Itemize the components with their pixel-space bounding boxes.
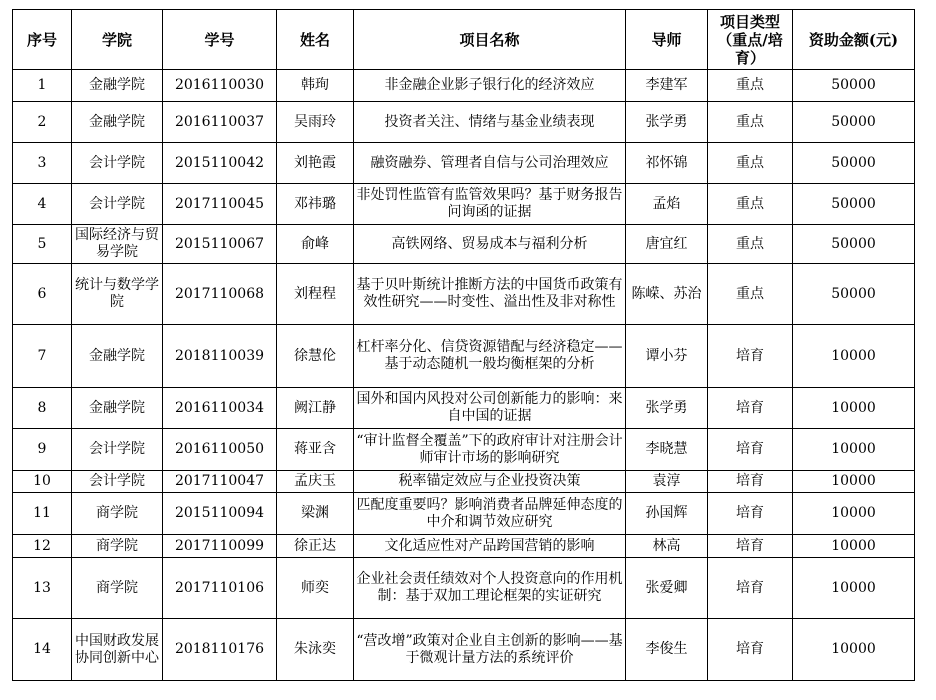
table-row [13,264,915,325]
table-row [13,493,915,535]
cell-amount: 10000 [793,619,915,681]
cell-no: 11 [13,493,72,535]
table-row [13,619,915,681]
cell-no: 7 [13,325,72,388]
cell-project-type: 培育 [708,619,793,681]
cell-student-name: 韩珣 [277,70,354,102]
cell-college: 国际经济与贸易学院 [72,225,163,264]
cell-project: “营改增”政策对企业自主创新的影响——基于微观计量方法的系统评价 [354,619,626,681]
cell-college: 中国财政发展协同创新中心 [72,619,163,681]
cell-project-type: 重点 [708,184,793,225]
table-row [13,535,915,558]
cell-college: 会计学院 [72,471,163,493]
cell-project: 企业社会责任绩效对个人投资意向的作用机制：基于双加工理论框架的实证研究 [354,558,626,619]
table-row [13,143,915,184]
cell-project: 税率锚定效应与企业投资决策 [354,471,626,493]
header-cell-amount: 资助金额(元) [793,10,915,70]
table-row [13,325,915,388]
cell-amount: 10000 [793,471,915,493]
cell-amount: 50000 [793,184,915,225]
cell-amount: 50000 [793,70,915,102]
cell-advisor: 李晓慧 [626,429,708,471]
cell-college: 统计与数学学院 [72,264,163,325]
cell-amount: 50000 [793,225,915,264]
cell-no: 5 [13,225,72,264]
cell-project: “审计监督全覆盖”下的政府审计对注册会计师审计市场的影响研究 [354,429,626,471]
header-cell-no: 序号 [13,10,72,70]
cell-student-name: 邓祎璐 [277,184,354,225]
cell-student-id: 2016110037 [163,102,277,143]
table-row [13,184,915,225]
cell-college: 金融学院 [72,325,163,388]
table-row [13,471,915,493]
cell-advisor: 祁怀锦 [626,143,708,184]
header-cell-name: 姓名 [277,10,354,70]
funding-table [12,9,915,681]
cell-college: 金融学院 [72,102,163,143]
header-cell-type: 项目类型（重点/培育） [708,10,793,70]
cell-student-id: 2015110042 [163,143,277,184]
cell-advisor: 林高 [626,535,708,558]
cell-project-type: 重点 [708,143,793,184]
cell-student-name: 师奕 [277,558,354,619]
cell-project-type: 重点 [708,264,793,325]
cell-advisor: 张学勇 [626,102,708,143]
cell-project-type: 培育 [708,429,793,471]
cell-advisor: 李俊生 [626,619,708,681]
cell-advisor: 孙国辉 [626,493,708,535]
cell-student-name: 梁渊 [277,493,354,535]
cell-no: 9 [13,429,72,471]
cell-project: 文化适应性对产品跨国营销的影响 [354,535,626,558]
cell-college: 会计学院 [72,184,163,225]
table-row [13,558,915,619]
cell-project-type: 重点 [708,70,793,102]
cell-advisor: 李建军 [626,70,708,102]
cell-project-type: 重点 [708,225,793,264]
cell-student-name: 朱泳奕 [277,619,354,681]
cell-student-id: 2016110030 [163,70,277,102]
cell-student-name: 刘程程 [277,264,354,325]
cell-college: 商学院 [72,558,163,619]
cell-project-type: 培育 [708,325,793,388]
cell-student-name: 刘艳霞 [277,143,354,184]
cell-no: 12 [13,535,72,558]
cell-project: 融资融券、管理者自信与公司治理效应 [354,143,626,184]
cell-project: 非金融企业影子银行化的经济效应 [354,70,626,102]
cell-student-id: 2016110050 [163,429,277,471]
cell-advisor: 张爱卿 [626,558,708,619]
cell-no: 6 [13,264,72,325]
cell-project-type: 培育 [708,493,793,535]
header-row [13,10,915,70]
cell-project-type: 培育 [708,471,793,493]
cell-project: 匹配度重要吗？影响消费者品牌延伸态度的中介和调节效应研究 [354,493,626,535]
cell-no: 14 [13,619,72,681]
cell-student-id: 2017110045 [163,184,277,225]
cell-amount: 10000 [793,388,915,429]
cell-amount: 10000 [793,535,915,558]
cell-student-id: 2018110176 [163,619,277,681]
cell-student-name: 孟庆玉 [277,471,354,493]
cell-student-id: 2017110068 [163,264,277,325]
cell-student-id: 2017110106 [163,558,277,619]
table-row [13,225,915,264]
cell-student-name: 阙江静 [277,388,354,429]
cell-student-name: 蒋亚含 [277,429,354,471]
table-row [13,70,915,102]
table-row [13,388,915,429]
cell-project: 投资者关注、情绪与基金业绩表现 [354,102,626,143]
cell-project-type: 重点 [708,102,793,143]
cell-project-type: 培育 [708,535,793,558]
cell-student-id: 2017110099 [163,535,277,558]
cell-advisor: 唐宜红 [626,225,708,264]
cell-project: 国外和国内风投对公司创新能力的影响：来自中国的证据 [354,388,626,429]
header-cell-advisor: 导师 [626,10,708,70]
cell-project-type: 培育 [708,388,793,429]
cell-college: 金融学院 [72,70,163,102]
table-row [13,102,915,143]
cell-student-id: 2015110094 [163,493,277,535]
cell-college: 金融学院 [72,388,163,429]
cell-no: 4 [13,184,72,225]
cell-student-name: 徐慧伦 [277,325,354,388]
cell-project: 高铁网络、贸易成本与福利分析 [354,225,626,264]
cell-student-name: 俞峰 [277,225,354,264]
cell-project-type: 培育 [708,558,793,619]
cell-amount: 10000 [793,429,915,471]
cell-college: 商学院 [72,535,163,558]
header-cell-id: 学号 [163,10,277,70]
cell-no: 8 [13,388,72,429]
header-cell-project: 项目名称 [354,10,626,70]
cell-student-name: 徐正达 [277,535,354,558]
cell-no: 13 [13,558,72,619]
cell-student-name: 吴雨玲 [277,102,354,143]
cell-student-id: 2015110067 [163,225,277,264]
cell-college: 会计学院 [72,143,163,184]
cell-project: 非处罚性监管有监管效果吗？基于财务报告问询函的证据 [354,184,626,225]
cell-no: 10 [13,471,72,493]
cell-no: 3 [13,143,72,184]
cell-advisor: 谭小芬 [626,325,708,388]
cell-amount: 50000 [793,143,915,184]
cell-amount: 10000 [793,493,915,535]
cell-advisor: 孟焰 [626,184,708,225]
cell-no: 1 [13,70,72,102]
table-row [13,429,915,471]
cell-advisor: 袁淳 [626,471,708,493]
cell-amount: 10000 [793,558,915,619]
cell-advisor: 陈嵘、苏治 [626,264,708,325]
cell-amount: 10000 [793,325,915,388]
cell-student-id: 2016110034 [163,388,277,429]
cell-college: 商学院 [72,493,163,535]
cell-amount: 50000 [793,102,915,143]
cell-advisor: 张学勇 [626,388,708,429]
cell-project: 杠杆率分化、信贷资源错配与经济稳定——基于动态随机一般均衡框架的分析 [354,325,626,388]
cell-project: 基于贝叶斯统计推断方法的中国货币政策有效性研究——时变性、溢出性及非对称性 [354,264,626,325]
cell-no: 2 [13,102,72,143]
cell-college: 会计学院 [72,429,163,471]
cell-student-id: 2017110047 [163,471,277,493]
cell-student-id: 2018110039 [163,325,277,388]
cell-amount: 50000 [793,264,915,325]
header-cell-college: 学院 [72,10,163,70]
